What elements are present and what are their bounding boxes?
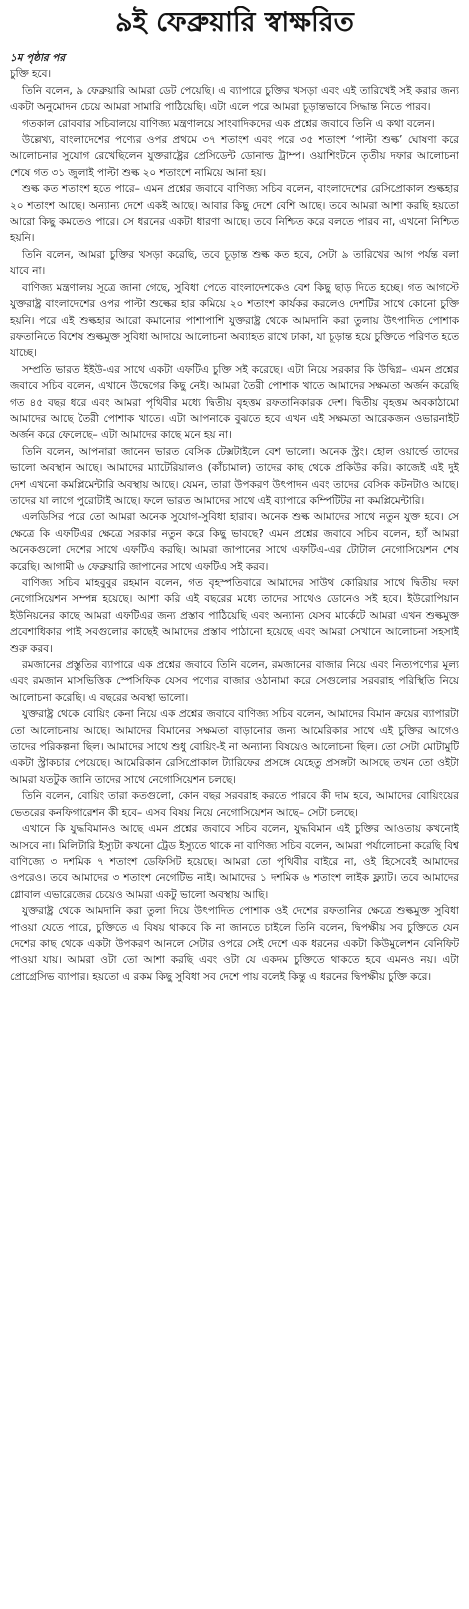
continuation-label: ১ম পৃষ্ঠার পর <box>10 52 66 64</box>
article-paragraph: বাণিজ্য সচিব মাহবুবুর রহমান বলেন, গত বৃহস্পতিবারে আমাদের সাউথ কোরিয়ার সাথে দ্বিতীয় দফা নেগোসিয়েশন সম্পন্ন হয়েছে। আশা করি এই বছরের মধ্যে তাদের সাথেও ডোনেও সই হবে। ইউরোপিয়ান ইউনিয়নের কাছে আমরা এফটিএর জন্য প্রস্তাব পাঠিয়েছি এবং অন্যান্য যেসব মার্কেটে আমরা এখন শুল্কমুক্ত প্রবেশাধিকার পাই সবগুলোর কাছেই আমাদের প্রস্তাব পাঠানো হয়েছে এবং আমরা সেখানে আলোচনা সহসাই শুরু করব। <box>10 577 459 655</box>
article-paragraph: শুল্ক কত শতাংশ হতে পারে– এমন প্রশ্নের জবাবে বাণিজ্য সচিব বলেন, বাংলাদেশের রেসিপ্রোকাল শুল্কহার ২০ শতাংশ আছে। অন্যান্য দেশে একই আছে। আবার কিছু দেশে বেশি আছে। তবে আমরা আশা করছি হয়তো আরো কিছু কমতেও পারে। সে ধরনের একটা ধারণা আছে। তবে নিশ্চিত করে বলতে পারব না, এখনো নিশ্চিত হয়নি। <box>10 183 459 245</box>
headline: ৯ই ফেব্রুয়ারি স্বাক্ষরিত <box>115 7 354 38</box>
article-paragraph: রমজানের প্রস্তুতির ব্যাপারে এক প্রশ্নের জবাবে তিনি বলেন, রমজানের বাজার নিয়ে এবং নিত্যপণ্যের মূল্য এবং রমজান মাসভিত্তিক স্পেসিফিক যেসব পণ্যের বাজার ওঠানামা করে সেগুলোর সরবরাহ পরিস্থিতি নিয়ে আলোচনা করেছি। এ বছরের অবস্থা ভালো। <box>10 659 459 704</box>
article-paragraph: তিনি বলেন, আমরা চুক্তির খসড়া করেছি, তবে চূড়ান্ত শুল্ক কত হবে, সেটা ৯ তারিখের আগ পর্যন্ত বলা যাবে না। <box>10 248 459 278</box>
article-paragraph: তিনি বলেন, আপনারা জানেন ভারত বেসিক টেক্সটাইলে বেশ ভালো। অনেক স্ট্রং। হোল ওয়ার্ল্ডে তাদের ভালো অবস্থান আছে। আমাদের ম্যাটেরিয়ালও (কাঁচামাল) তাদের কাছ থেকে প্রকিউর করি। কাজেই এই দুই দেশ এখনো কমপ্লিমেন্টারি অবস্থায় আছে। যেমন, তারা উপকরণ উৎপাদন এবং তাদের বেসিক কটনটাও আছে। তাদের যা লাগে পুরোটাই আছে। ফলে ভারত আমাদের সাথে এই ব্যাপারে কম্পিটিটর না কমপ্লিমেন্টারি। <box>10 445 459 507</box>
article-paragraph: যুক্তরাষ্ট্র থেকে আমদানি করা তুলা দিয়ে উৎপাদিত পোশাক ওই দেশের রফতানির ক্ষেত্রে শুল্কমুক্ত সুবিধা পাওয়া যেতে পারে, চুক্তিতে এ বিষয় থাকবে কি না জানতে চাইলে তিনি বলেন, দ্বিপক্ষীয় সব চুক্তিতে যেন দেশের কাছ থেকে একটা উপকরণ আনলে সেটার ওপরে সেই দেশে এক ধরনের একটা কিউমুলেশন বেনিফিট পাওয়া যায়। আমরা ওটা তো আশা করছি এবং ওটা যে একদম চুক্তিতে থাকতে হবে এমনও নয়। এটা প্রোগ্রেসিভ ব্যাপার। হয়তো এ রকম কিছু সুবিধা সব দেশে পায় বলেই কিন্তু এ ধরনের দ্বিপক্ষীয় চুক্তি করে। <box>10 905 459 983</box>
article-paragraph: তিনি বলেন, বোয়িং তারা কতগুলো, কোন বছর সরবরাহ করতে পারবে কী দাম হবে, আমাদের বোয়িংয়ের ভেতরের কনফিগারেশন কী হবে– এসব বিষয় নিয়ে নেগোসিয়েশন আছে– সেটা চলছে। <box>10 790 459 819</box>
article-body <box>10 50 459 1603</box>
article-paragraph: চুক্তি হবে। <box>10 68 52 81</box>
article-paragraph: সম্প্রতি ভারত ইইউ-এর সাথে একটা এফটিএ চুক্তি সই করেছে। এটা নিয়ে সরকার কি উদ্বিগ্ন– এমন প্রশ্নের জবাবে সচিব বলেন, এখানে উদ্বেগের কিছু নেই। আমরা তৈরী পোশাক খাতে আমাদের সক্ষমতা অর্জন করেছি গত ৪৫ বছর ধরে এবং আমরা পৃথিবীর মধ্যে দ্বিতীয় বৃহত্তম রফতানিকারক দেশ। দ্বিতীয় বৃহত্তম অবকাঠামো আমাদের আছে তৈরী পোশাক খাতে। এটা আপনাকে বুঝতে হবে এখন এই সক্ষমতা আরেকজন ওভারনাইট অর্জন করে ফেলেছে– এটা আমাদের কাছে মনে হয় না। <box>10 363 459 442</box>
article-paragraph: বাণিজ্য মন্ত্রণালয় সূত্রে জানা গেছে, সুবিধা পেতে বাংলাদেশকেও বেশ কিছু ছাড় দিতে হচ্ছে। গত আগস্টে যুক্তরাষ্ট্র বাংলাদেশের ওপর পাল্টা শুল্কের হার কমিয়ে ২০ শতাংশ কার্যকর করলেও দেশটির সাথে কোনো চুক্তি হয়নি। পরে এই শুল্কহার আরো কমানোর পাশাপাশি যুক্তরাষ্ট্র থেকে আমদানি করা তুলায় উৎপাদিত পোশাক রফতানিতে বিশেষ শুল্কমুক্ত সুবিধা আদায়ে আলোচনা অব্যাহত রাখে ঢাকা, যা চূড়ান্ত হয়ে চুক্তিতে পরিণত হতে যাচ্ছে। <box>10 281 459 360</box>
article-paragraph: এখানে কি যুদ্ধবিমানও আছে এমন প্রশ্নের জবাবে সচিব বলেন, যুদ্ধবিমান এই চুক্তির আওতায় কখনোই আসবে না। মিলিটারি ইস্যুটা কখনো ট্রেড ইস্যুতে থাকে না বাণিজ্য সচিব বলেন, আমরা পর্যালোচনা করেছি বিশ্ব বাণিজ্যে ৩ দশমিক ৭ শতাংশ ডেফিসিট হয়েছে। আমরা তো পৃথিবীর বাইরে না, ওই হিসেবেই আমাদের ওপরেও। তবে আমাদের ৩ শতাংশ নেগেটিভ নাই। আমাদের ১ দশমিক ৬ শতাংশ লাইক ফ্ল্যাট। তবে আমাদের গ্লোবাল এভারেজের চেয়েও আমরা একটু ভালো অবস্থায় আছি। <box>10 823 459 901</box>
article-paragraph: গতকাল রোববার সচিবালয়ে বাণিজ্য মন্ত্রণালয়ে সাংবাদিকদের এক প্রশ্নের জবাবে তিনি এ কথা বলেন। <box>22 117 435 130</box>
article-paragraph: এলডিসির পরে তো আমরা অনেক সুযোগ-সুবিধা হারাব। অনেক শুল্ক আমাদের সাথে নতুন যুক্ত হবে। সে ক্ষেত্রে কি এফটিএর ক্ষেত্রে সরকার নতুন করে কিছু ভাবছে? এমন প্রশ্নের জবাবে সচিব বলেন, হ্যাঁ আমরা অনেকগুলো দেশের সাথে এফটিএ করছি। আমরা জাপানের সাথে এফটিএ-এর টোটাল নেগোসিয়েশন শেষ করেছি। আগামী ৬ ফেব্রুয়ারি জাপানের সাথে এফটিএ সই করব। <box>10 511 459 573</box>
article-paragraph: তিনি বলেন, ৯ ফেব্রুয়ারি আমরা ডেট পেয়েছি। এ ব্যাপারে চুক্তির খসড়া এবং এই তারিখেই সই করার জন্য একটা অনুমোদন চেয়ে আমরা সামারি পাঠিয়েছি। এটা এলে পরে আমরা চূড়ান্তভাবে সিদ্ধান্ত নিতে পারব। <box>10 84 459 114</box>
article-paragraph: যুক্তরাষ্ট্র থেকে বোয়িং কেনা নিয়ে এক প্রশ্নের জবাবে বাণিজ্য সচিব বলেন, আমাদের বিমান ক্রয়ের ব্যাপারটা তো আলোচনায় আছে। আমাদের বিমানের সক্ষমতা বাড়ানোর জন্য আমেরিকার সাথে এই চুক্তির আগেও তাদের পরিকল্পনা ছিল। আমাদের সাথে শুধু বোয়িং-ই না অন্যান্য বিষয়েও আলোচনা ছিল। তো সেটা মোটামুটি একটা স্ট্রাকচার পেয়েছে। আমেরিকান রেসিপ্রোকাল ট্যারিফের প্রসঙ্গে যেহেতু প্রসঙ্গটা আসছে তখন তো ওইটা আমরা যতটুক জানি তাদের সাথে নেগোসিয়েশন চলছে। <box>10 708 459 786</box>
article-paragraph: উল্লেখ্য, বাংলাদেশের পণ্যের ওপর প্রথমে ৩৭ শতাংশ এবং পরে ৩৫ শতাংশ ‘পাল্টা শুল্ক’ ঘোষণা করে আলোচনার সুযোগ রেখেছিলেন যুক্তরাষ্ট্রের প্রেসিডেন্ট ডোনাল্ড ট্রাম্প। ওয়াশিংটনে তৃতীয় দফার আলোচনা শেষে গত ৩১ জুলাই পাল্টা শুল্ক ২০ শতাংশে নামিয়ে আনা হয়। <box>10 134 459 179</box>
